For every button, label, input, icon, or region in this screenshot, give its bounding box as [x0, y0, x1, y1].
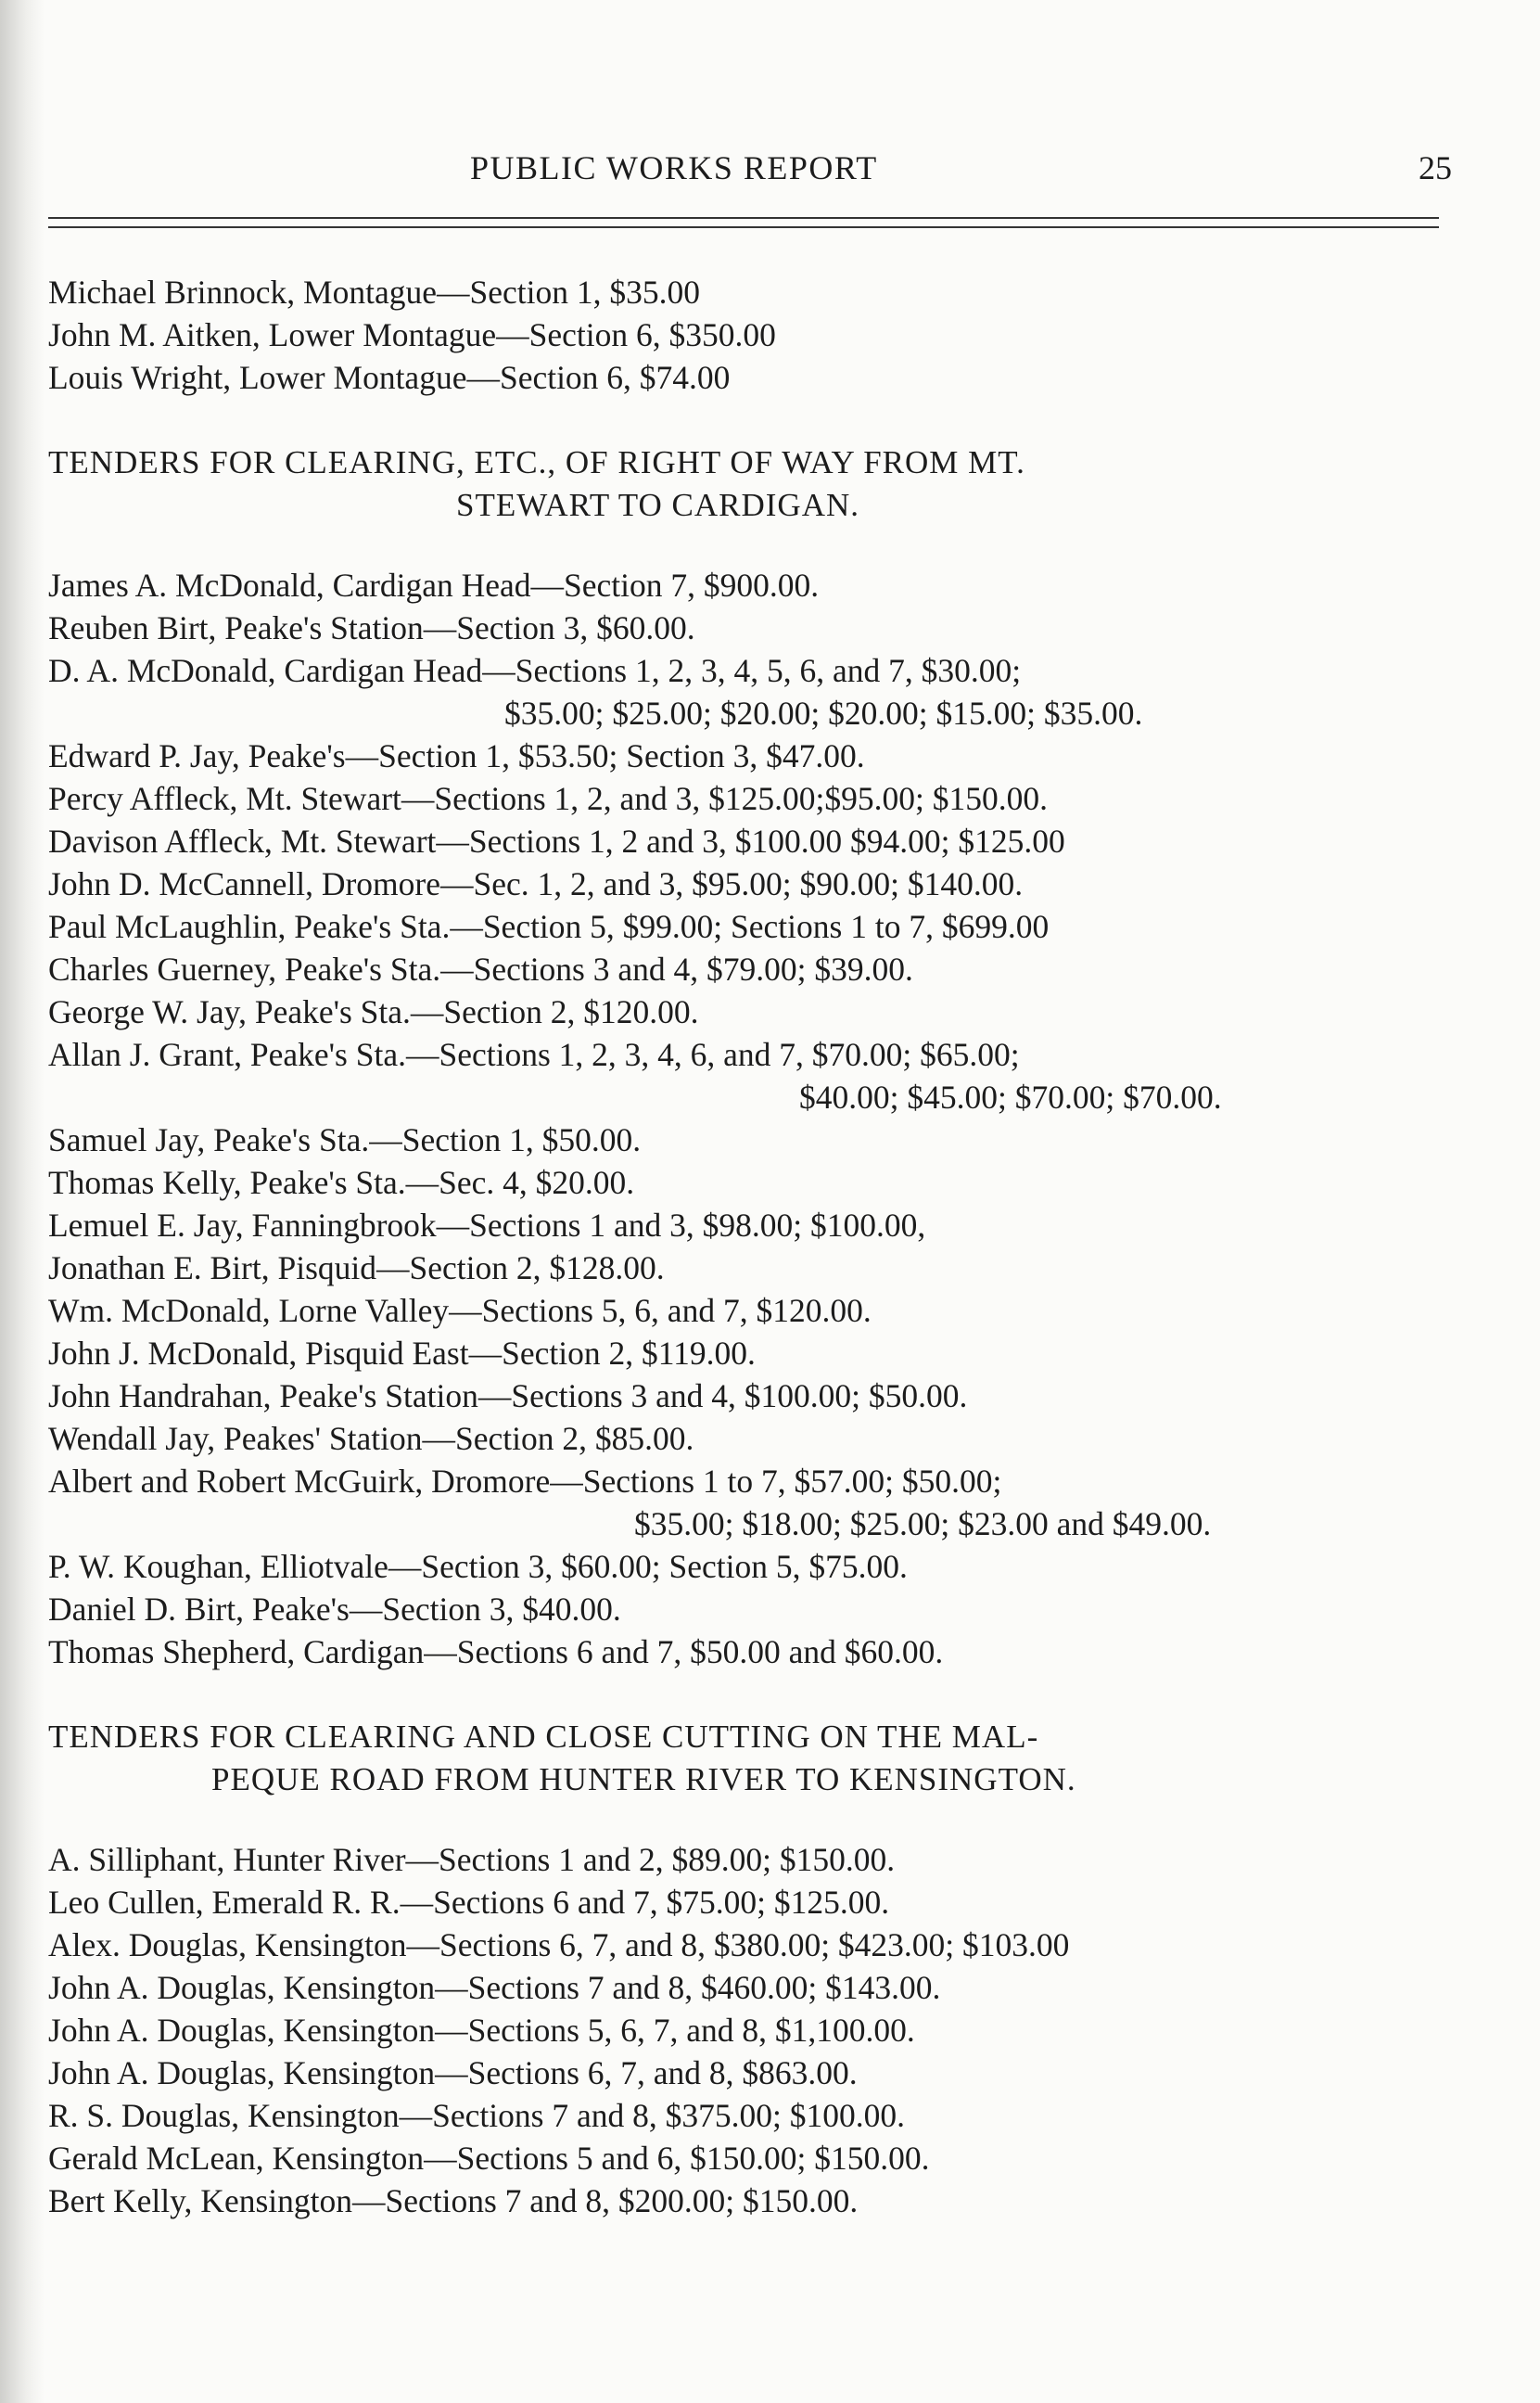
section-heading-right-of-way [48, 441, 1448, 527]
tender-entry: P. W. Koughan, Elliotvale—Section 3, $60.00; Section 5, $75.00. [48, 1548, 908, 1585]
tender-entry: John A. Douglas, Kensington—Sections 5, 6, 7, and 8, $1,100.00. [48, 2012, 915, 2049]
section-heading-line: PEQUE ROAD FROM HUNTER RIVER TO KENSINGTON. [211, 1761, 1076, 1797]
tender-entry: Reuben Birt, Peake's Station—Section 3, $60.00. [48, 609, 695, 646]
header-double-rule [48, 217, 1439, 228]
tender-entry: John A. Douglas, Kensington—Sections 7 and 8, $460.00; $143.00. [48, 1969, 941, 2006]
tender-entry: Davison Affleck, Mt. Stewart—Sections 1, 2 and 3, $100.00 $94.00; $125.00 [48, 823, 1065, 860]
page-title: PUBLIC WORKS REPORT [470, 149, 878, 186]
tender-entry: George W. Jay, Peake's Sta.—Section 2, $120.00. [48, 993, 699, 1030]
tender-entry: Percy Affleck, Mt. Stewart—Sections 1, 2, and 3, $125.00;$95.00; $150.00. [48, 780, 1049, 817]
tender-entry: John D. McCannell, Dromore—Sec. 1, 2, and 3, $95.00; $90.00; $140.00. [48, 865, 1024, 902]
document-body [48, 271, 1448, 2222]
running-header [48, 148, 1452, 195]
tender-entry-continuation: $35.00; $25.00; $20.00; $20.00; $15.00; $35.00. [504, 695, 1143, 732]
tender-entry: R. S. Douglas, Kensington—Sections 7 and 8, $375.00; $100.00. [48, 2097, 905, 2134]
section-heading-line: STEWART TO CARDIGAN. [456, 487, 860, 523]
tender-entry: Jonathan E. Birt, Pisquid—Section 2, $128.00. [48, 1249, 665, 1286]
tender-entry: James A. McDonald, Cardigan Head—Section 7, $900.00. [48, 567, 820, 604]
tender-entry: Bert Kelly, Kensington—Sections 7 and 8, $200.00; $150.00. [48, 2182, 859, 2219]
section-heading-malpeque-road [48, 1716, 1448, 1801]
tender-entry: Wm. McDonald, Lorne Valley—Sections 5, 6, and 7, $120.00. [48, 1292, 872, 1329]
tender-entry: Allan J. Grant, Peake's Sta.—Sections 1, 2, 3, 4, 6, and 7, $70.00; $65.00; [48, 1036, 1020, 1073]
tender-entry: Albert and Robert McGuirk, Dromore—Sections 1 to 7, $57.00; $50.00; [48, 1463, 1002, 1500]
tender-entry: Louis Wright, Lower Montague—Section 6, $74.00 [48, 359, 731, 396]
page-number: 25 [1419, 149, 1452, 186]
tender-entry-continuation: $35.00; $18.00; $25.00; $23.00 and $49.00. [634, 1505, 1212, 1542]
tender-entry: Edward P. Jay, Peake's—Section 1, $53.50; Section 3, $47.00. [48, 737, 865, 774]
tender-entry: Alex. Douglas, Kensington—Sections 6, 7, and 8, $380.00; $423.00; $103.00 [48, 1926, 1070, 1963]
tender-entry: Leo Cullen, Emerald R. R.—Sections 6 and 7, $75.00; $125.00. [48, 1884, 890, 1921]
tender-entry: Wendall Jay, Peakes' Station—Section 2, $85.00. [48, 1420, 694, 1457]
tender-entry-continuation: $40.00; $45.00; $70.00; $70.00. [799, 1079, 1222, 1116]
tender-entry: Daniel D. Birt, Peake's—Section 3, $40.00. [48, 1591, 621, 1628]
tender-entry: A. Silliphant, Hunter River—Sections 1 and 2, $89.00; $150.00. [48, 1841, 896, 1878]
tender-entry: Samuel Jay, Peake's Sta.—Section 1, $50.00. [48, 1121, 642, 1158]
section-heading-line: TENDERS FOR CLEARING, ETC., OF RIGHT OF WAY FROM MT. [48, 444, 1025, 480]
tender-entry: D. A. McDonald, Cardigan Head—Sections 1, 2, 3, 4, 5, 6, and 7, $30.00; [48, 652, 1022, 689]
tender-entry: Gerald McLean, Kensington—Sections 5 and 6, $150.00; $150.00. [48, 2140, 930, 2177]
tender-entry: Charles Guerney, Peake's Sta.—Sections 3 and 4, $79.00; $39.00. [48, 951, 913, 988]
tender-entry: Lemuel E. Jay, Fanningbrook—Sections 1 and 3, $98.00; $100.00, [48, 1207, 926, 1244]
tender-entry: John A. Douglas, Kensington—Sections 6, 7, and 8, $863.00. [48, 2054, 858, 2091]
tender-entry: John M. Aitken, Lower Montague—Section 6, $350.00 [48, 316, 776, 353]
tender-entry: John Handrahan, Peake's Station—Sections 3 and 4, $100.00; $50.00. [48, 1377, 968, 1414]
tender-entry: Thomas Kelly, Peake's Sta.—Sec. 4, $20.00. [48, 1164, 635, 1201]
section-heading-line: TENDERS FOR CLEARING AND CLOSE CUTTING ON THE MAL- [48, 1719, 1039, 1755]
tender-entry: John J. McDonald, Pisquid East—Section 2, $119.00. [48, 1335, 756, 1372]
tender-entry: Michael Brinnock, Montague—Section 1, $35.00 [48, 274, 700, 311]
tender-entry: Thomas Shepherd, Cardigan—Sections 6 and 7, $50.00 and $60.00. [48, 1633, 944, 1670]
page-edge-shadow [0, 0, 45, 2403]
tender-entry: Paul McLaughlin, Peake's Sta.—Section 5, $99.00; Sections 1 to 7, $699.00 [48, 908, 1050, 945]
